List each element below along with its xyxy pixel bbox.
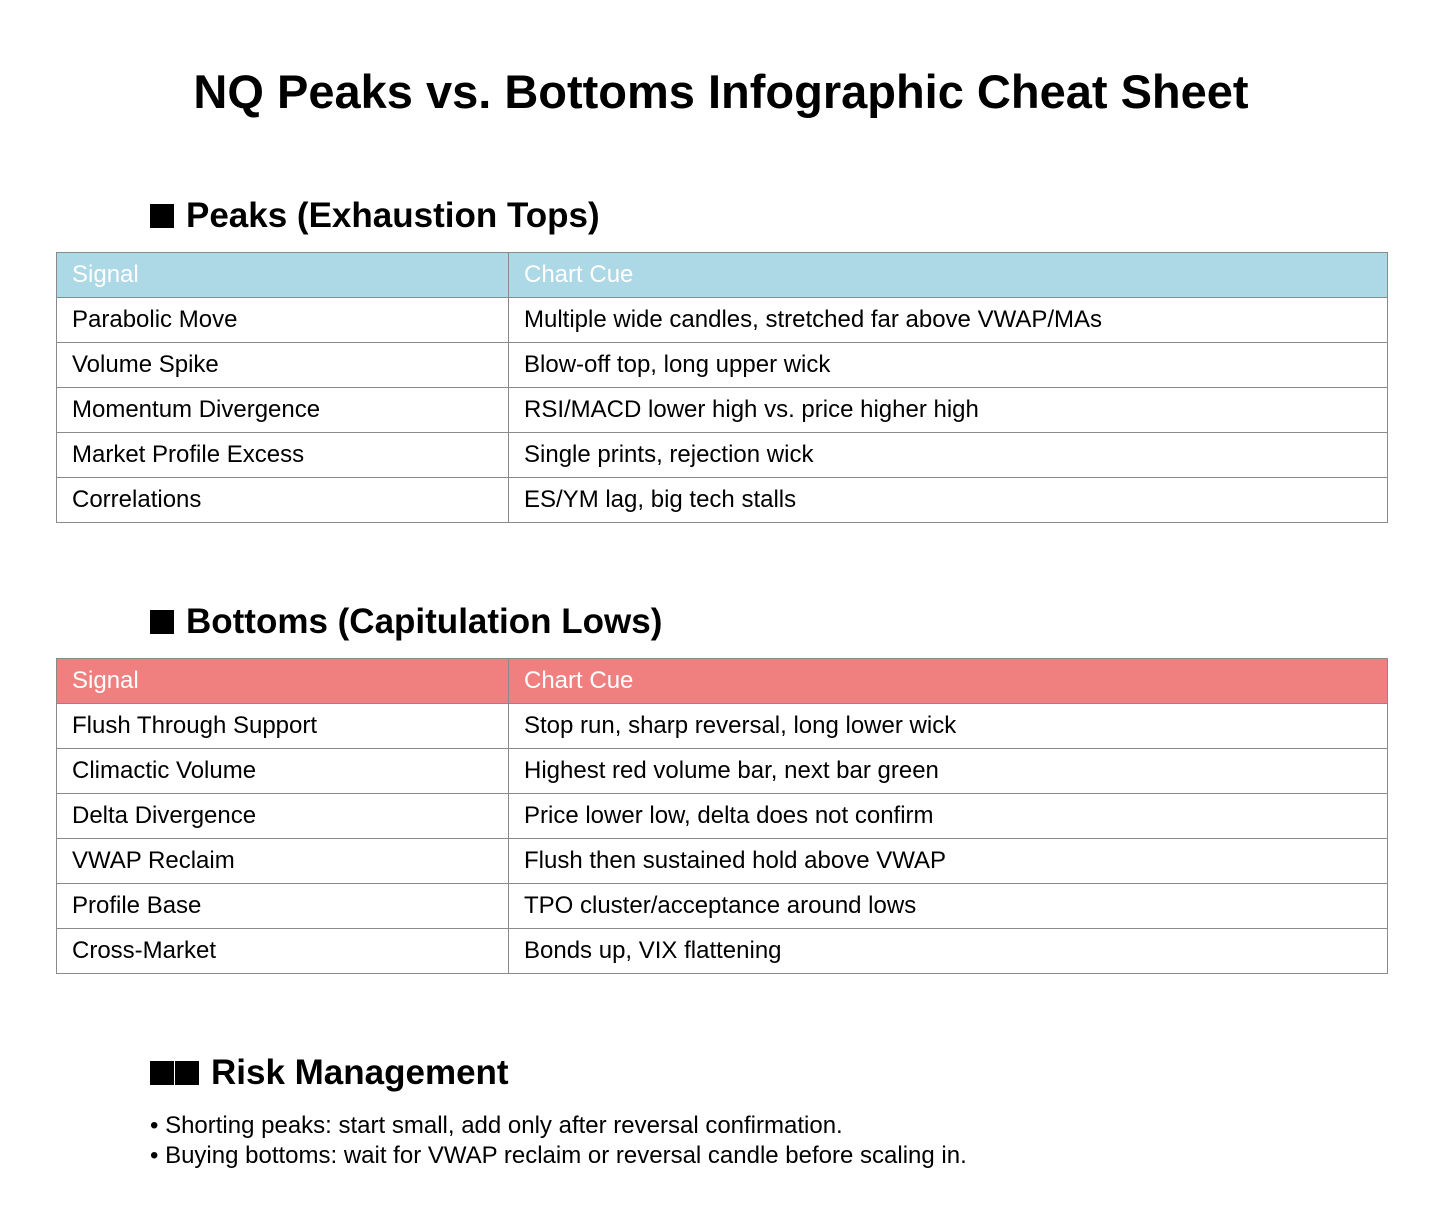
chart-cue-cell: Bonds up, VIX flattening xyxy=(509,929,1388,974)
square-bullet-icon xyxy=(150,610,174,634)
square-bullet-icon xyxy=(150,204,174,228)
chart-cue-cell: ES/YM lag, big tech stalls xyxy=(509,478,1388,523)
peaks-header-signal: Signal xyxy=(57,253,509,298)
bottoms-heading-text: Bottoms (Capitulation Lows) xyxy=(186,602,663,641)
signal-cell: Correlations xyxy=(57,478,509,523)
signal-cell: Market Profile Excess xyxy=(57,433,509,478)
risk-list xyxy=(150,1111,967,1171)
chart-cue-cell: Multiple wide candles, stretched far above VWAP/MAs xyxy=(509,298,1388,343)
peaks-section-heading xyxy=(150,194,600,238)
signal-cell: Delta Divergence xyxy=(57,794,509,839)
list-item: • Shorting peaks: start small, add only after reversal confirmation. xyxy=(150,1112,843,1139)
signal-cell: Parabolic Move xyxy=(57,298,509,343)
table-row xyxy=(57,478,1388,523)
page-title: NQ Peaks vs. Bottoms Infographic Cheat Sheet xyxy=(193,65,1249,118)
table-row xyxy=(57,794,1388,839)
chart-cue-cell: Highest red volume bar, next bar green xyxy=(509,749,1388,794)
square-bullet-icon xyxy=(150,1061,174,1085)
table-row xyxy=(57,749,1388,794)
bottoms-section-heading xyxy=(150,600,662,644)
table-row xyxy=(57,388,1388,433)
bottoms-table-header-row xyxy=(57,659,1388,704)
bottoms-header-signal: Signal xyxy=(57,659,509,704)
signal-cell: Volume Spike xyxy=(57,343,509,388)
square-bullet-icon xyxy=(175,1061,199,1085)
chart-cue-cell: Price lower low, delta does not confirm xyxy=(509,794,1388,839)
table-row xyxy=(57,298,1388,343)
signal-cell: Cross-Market xyxy=(57,929,509,974)
signal-cell: Profile Base xyxy=(57,884,509,929)
list-item: • Buying bottoms: wait for VWAP reclaim or reversal candle before scaling in. xyxy=(150,1142,967,1169)
chart-cue-cell: Stop run, sharp reversal, long lower wick xyxy=(509,704,1388,749)
risk-heading-text: Risk Management xyxy=(211,1053,509,1092)
table-row xyxy=(57,839,1388,884)
signal-cell: VWAP Reclaim xyxy=(57,839,509,884)
signal-cell: Flush Through Support xyxy=(57,704,509,749)
table-row xyxy=(57,343,1388,388)
table-row xyxy=(57,929,1388,974)
table-row xyxy=(57,433,1388,478)
risk-section-heading xyxy=(150,1051,509,1095)
chart-cue-cell: Single prints, rejection wick xyxy=(509,433,1388,478)
table-row xyxy=(57,884,1388,929)
chart-cue-cell: RSI/MACD lower high vs. price higher high xyxy=(509,388,1388,433)
signal-cell: Climactic Volume xyxy=(57,749,509,794)
bottoms-table xyxy=(56,658,1388,974)
table-row xyxy=(57,704,1388,749)
chart-cue-cell: Flush then sustained hold above VWAP xyxy=(509,839,1388,884)
signal-cell: Momentum Divergence xyxy=(57,388,509,433)
peaks-table-header-row xyxy=(57,253,1388,298)
chart-cue-cell: TPO cluster/acceptance around lows xyxy=(509,884,1388,929)
chart-cue-cell: Blow-off top, long upper wick xyxy=(509,343,1388,388)
peaks-table xyxy=(56,252,1388,523)
peaks-header-chart-cue: Chart Cue xyxy=(509,253,1388,298)
bottoms-header-chart-cue: Chart Cue xyxy=(509,659,1388,704)
peaks-heading-text: Peaks (Exhaustion Tops) xyxy=(186,196,600,235)
